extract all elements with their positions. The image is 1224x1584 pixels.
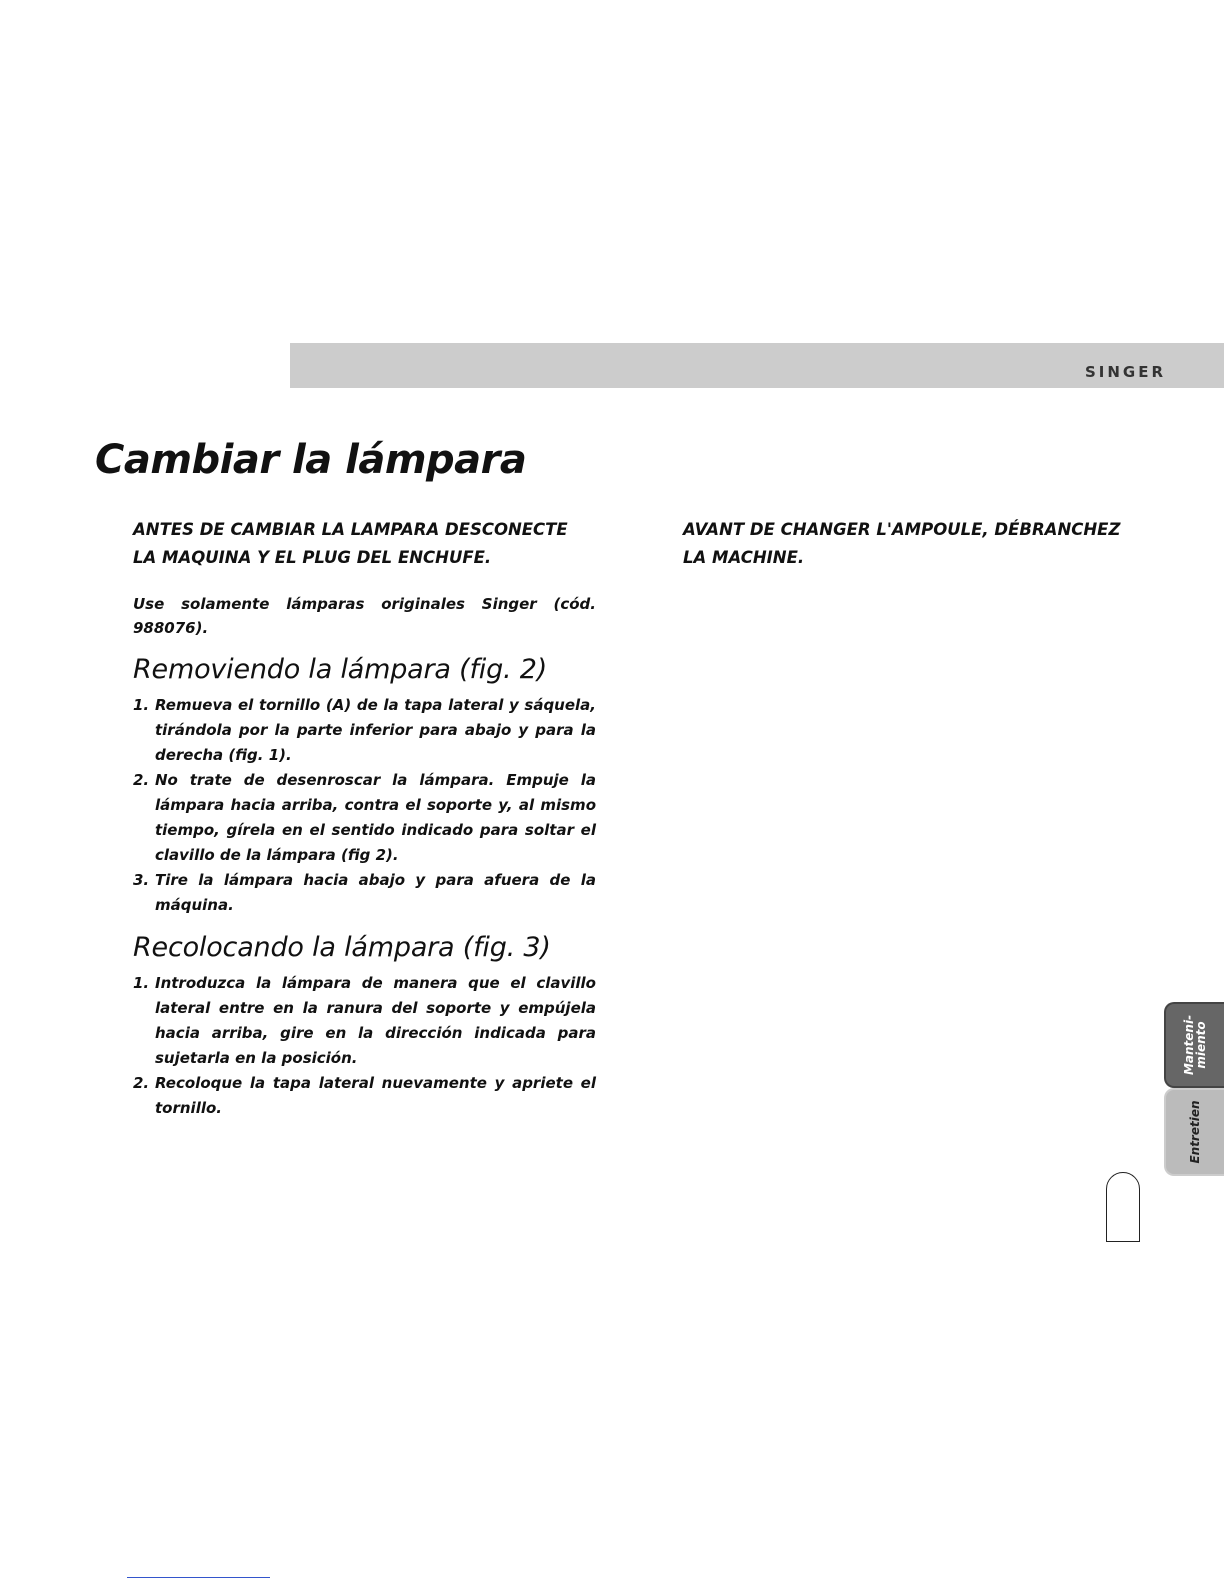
step-text: No trate de desenroscar la lámpara. Empuje la lámpara hacia arriba, contra el soporte y, al mismo tiempo, gírela en el sentido indicado para soltar el clavillo de la lámpara (fig 2). [155, 771, 596, 864]
tab-entretien[interactable] [1164, 1088, 1224, 1176]
step-number: 1. [133, 974, 150, 992]
footer-line [127, 1577, 270, 1578]
brand-name: SINGER [1084, 363, 1166, 381]
step-number: 2. [133, 771, 150, 789]
tab-label-line-2: miento [1194, 1021, 1208, 1069]
step-text: Tire la lámpara hacia abajo y para afuera de la máquina. [155, 871, 596, 914]
list-item [133, 971, 596, 1071]
step-text: Introduzca la lámpara de manera que el clavillo lateral entre en la ranura del soporte y empújela hacia arriba, gire en la dirección indicada para sujetarla en la posición. [155, 974, 596, 1067]
step-text: Recoloque la tapa lateral nuevamente y apriete el tornillo. [155, 1074, 596, 1117]
list-item [133, 693, 596, 768]
tab-label-line-1: Manteni- [1182, 1014, 1196, 1076]
step-number: 3. [133, 871, 150, 889]
page-title: Cambiar la lámpara [95, 437, 527, 483]
step-text: Remueva el tornillo (A) de la tapa lateral y sáquela, tirándola por la parte inferior para abajo y para la derecha (fig. 1). [155, 696, 596, 764]
list-item [133, 868, 596, 918]
header-bar [290, 343, 1224, 388]
tab-label: Entretien [1188, 1100, 1202, 1164]
warning-line-2: LA MAQUINA Y EL PLUG DEL ENCHUFE. [133, 548, 492, 567]
list-item [133, 768, 596, 868]
section-title-removing: Removiendo la lámpara (fig. 2) [133, 654, 548, 685]
warning-line-1: AVANT DE CHANGER L'AMPOULE, DÉBRANCHEZ [683, 520, 1121, 539]
side-tabs [1164, 1002, 1224, 1176]
warning-text-fr [683, 516, 1143, 572]
warning-line-1: ANTES DE CAMBIAR LA LAMPARA DESCONECTE [133, 520, 568, 539]
page-number-tab [1106, 1172, 1140, 1242]
tab-label [1183, 1015, 1207, 1075]
warning-line-2: LA MACHINE. [683, 548, 805, 567]
section-title-replacing: Recolocando la lámpara (fig. 3) [133, 932, 551, 963]
step-number: 2. [133, 1074, 150, 1092]
spanish-column [133, 516, 596, 1121]
replacing-steps [133, 971, 596, 1121]
list-item [133, 1071, 596, 1121]
tab-mantenimiento[interactable] [1164, 1002, 1224, 1088]
lamp-note: Use solamente lámparas originales Singer (cód. 988076). [133, 595, 596, 637]
french-column [683, 516, 1143, 572]
step-number: 1. [133, 696, 150, 714]
removing-steps [133, 693, 596, 918]
warning-text-es [133, 516, 596, 572]
